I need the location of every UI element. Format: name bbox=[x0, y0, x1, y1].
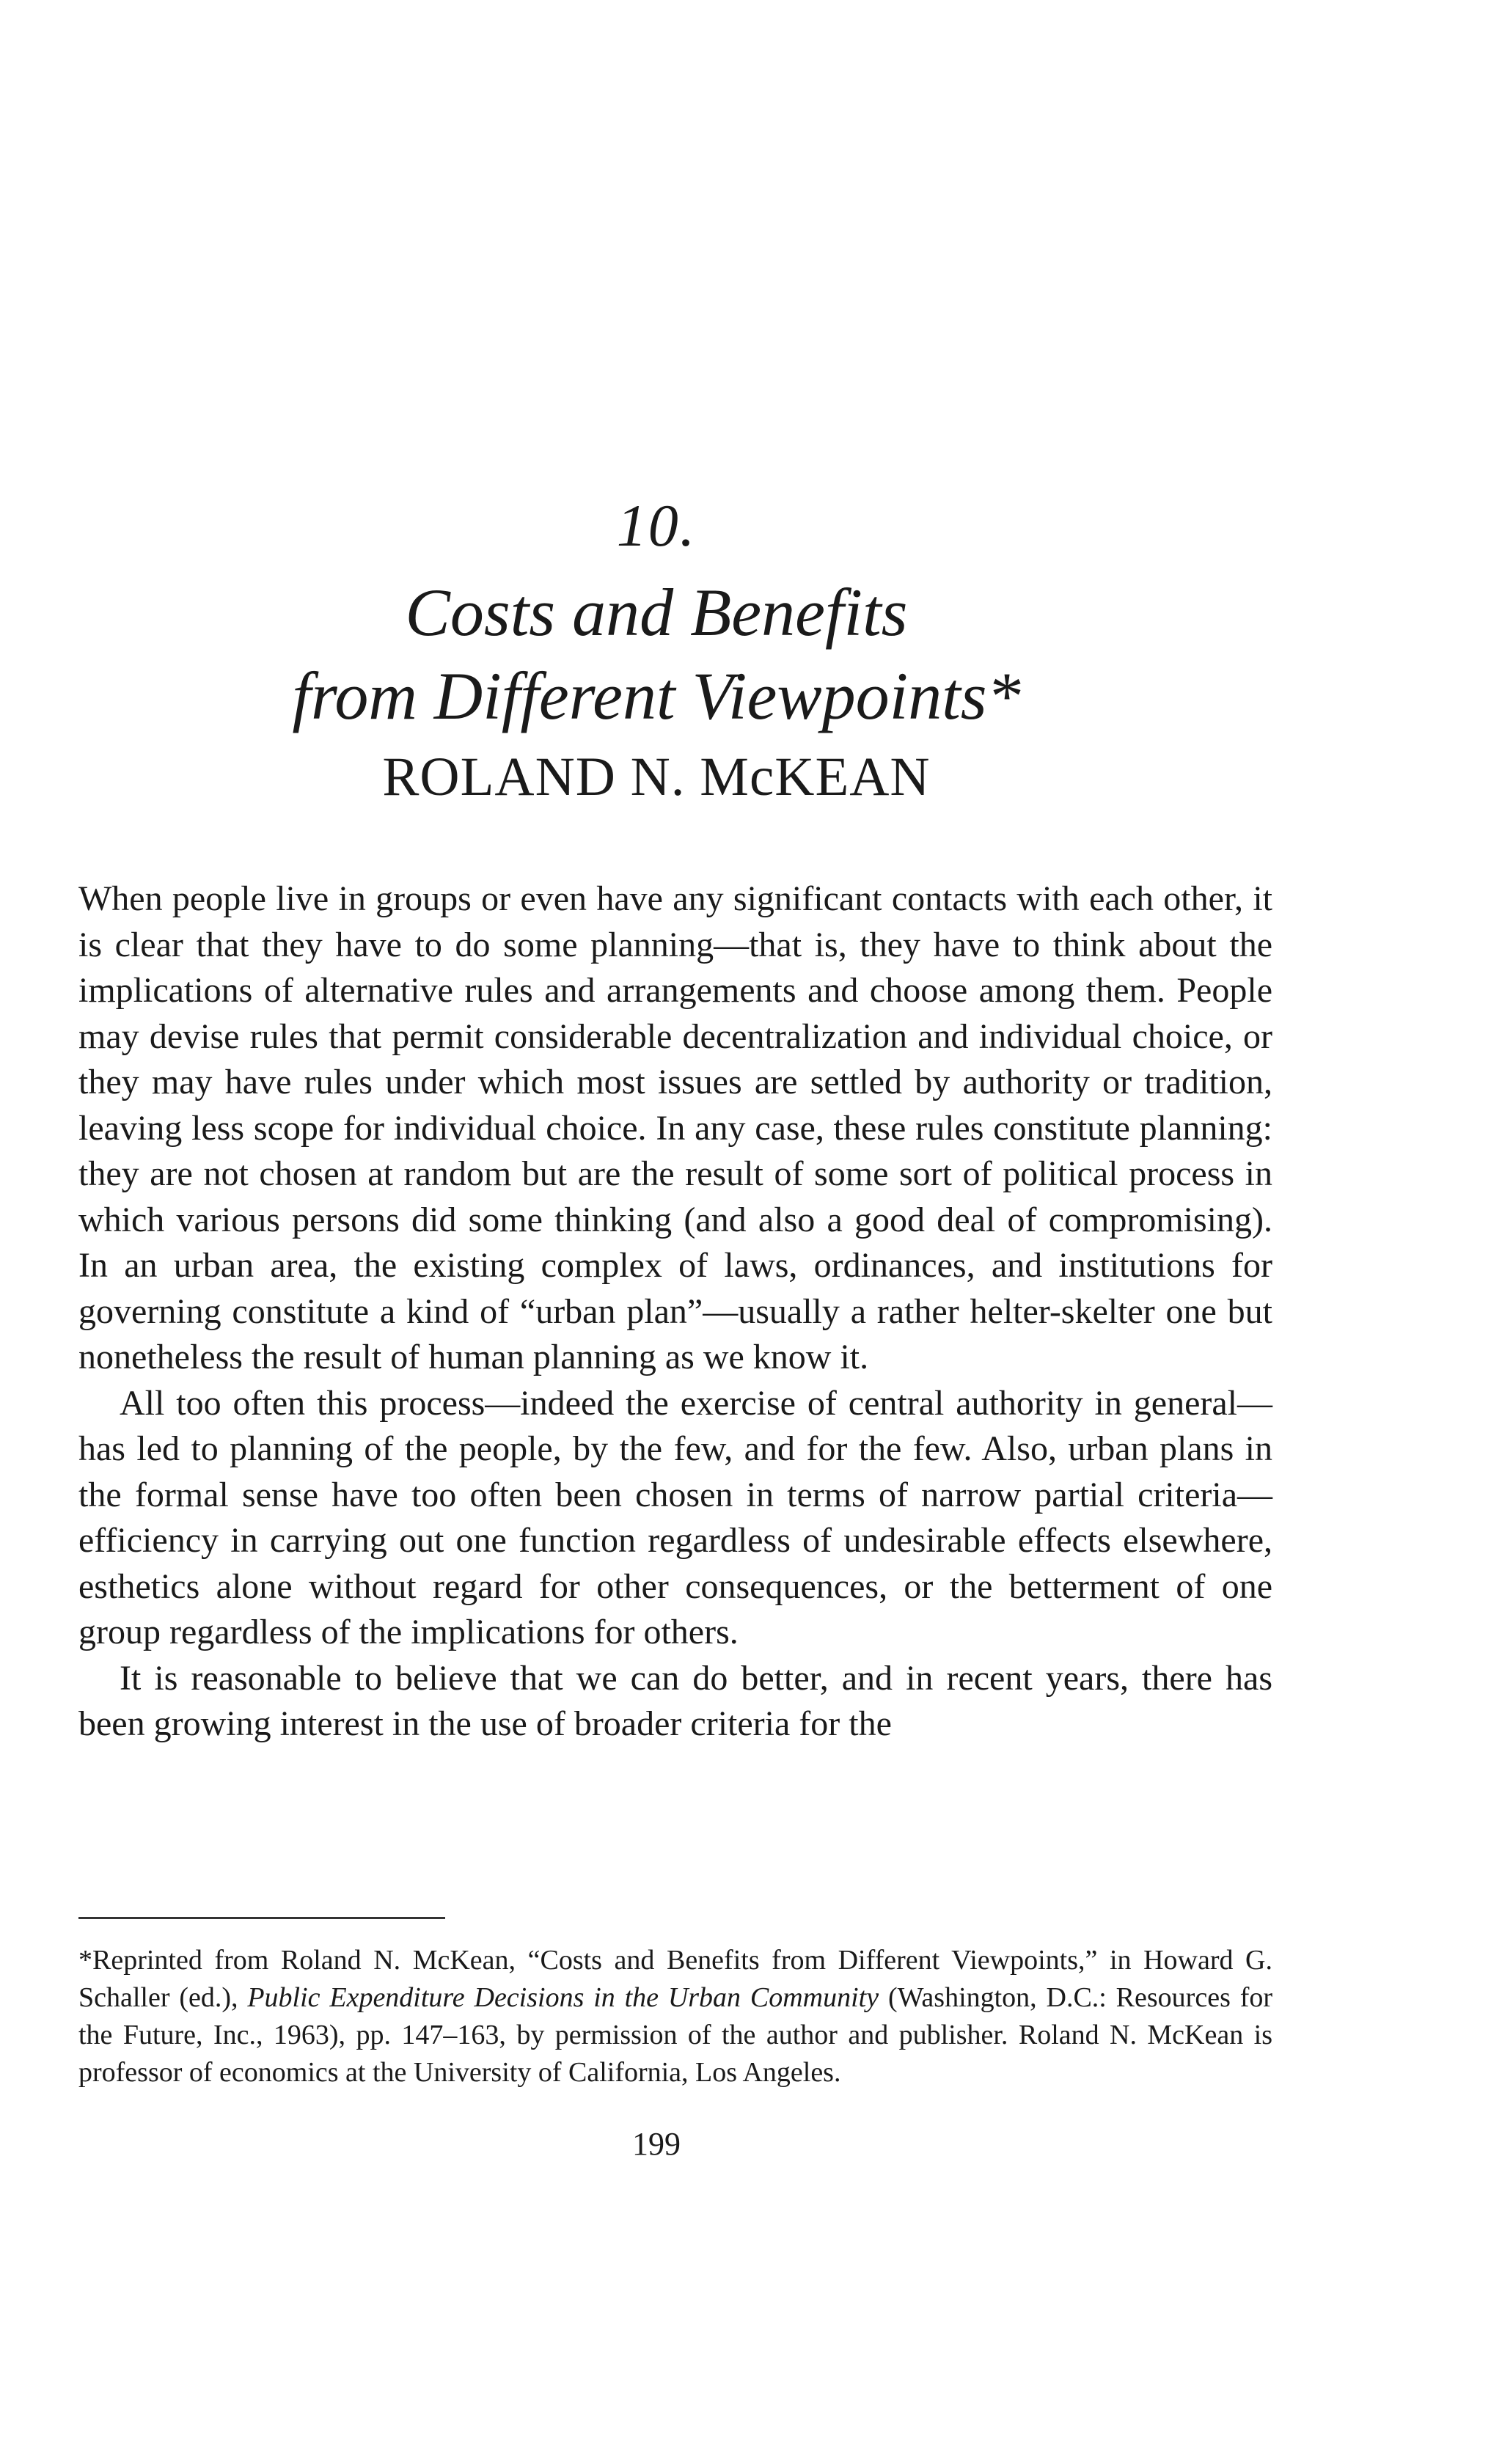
chapter-title bbox=[0, 571, 1313, 738]
paragraph-1: When people live in groups or even have any significant contacts with each other, it is clear that they have to do some planning—that is, they have to think about the implications of alternative rules and arrangements and choose among them. People may devise rules that permit considerable decentralization and individual choice, or they may have rules under which most issues are settled by authority or tradition, leaving less scope for individual choice. In any case, these rules constitute planning: they are not chosen at random but are the result of some sort of political process in which various persons did some thinking (and also a good deal of compromising). In an urban area, the existing complex of laws, ordinances, and institutions for governing constitute a kind of “urban plan”—usually a rather helter-skelter one but nonetheless the result of human planning as we know it. bbox=[78, 879, 1272, 1376]
chapter-title-line-2: from Different Viewpoints* bbox=[292, 659, 1021, 733]
chapter-number: 10. bbox=[616, 492, 697, 559]
paragraph-3: It is reasonable to believe that we can do better, and in recent years, there has been growing interest in the use of broader criteria for the bbox=[78, 1658, 1272, 1743]
page-number: 199 bbox=[632, 2126, 681, 2162]
body-text bbox=[78, 876, 1272, 1748]
footnote-rule bbox=[78, 1917, 445, 1919]
footnote-text-start: *Reprinted from Roland N. McKean, “Costs and Benefits from Different Viewpoints,” in Howard G. Schaller (ed.), bbox=[78, 1945, 1272, 2013]
paragraph-2: All too often this process—indeed the exercise of central authority in general—has led to planning of the people, by the few, and for the few. Also, urban plans in the formal sense have too often been chosen in terms of narrow partial criteria—efficiency in carrying out one function regardless of undesirable effects elsewhere, esthetics alone without regard for other consequences, or the betterment of one group regardless of the implications for others. bbox=[78, 1383, 1272, 1651]
footnote bbox=[78, 1942, 1272, 2091]
author-name: ROLAND N. McKEAN bbox=[382, 747, 931, 807]
footnote-text-end: (Washington, D.C.: Resources for the Future, Inc., 1963), pp. 147–163, by permission of the author and publisher. Roland N. McKean is professor of economics at the University of California, Los Angeles. bbox=[78, 1982, 1272, 2088]
chapter-title-line-1: Costs and Benefits bbox=[405, 575, 908, 650]
footnote-book-title: Public Expenditure Decisions in the Urban Community bbox=[247, 1982, 879, 2013]
